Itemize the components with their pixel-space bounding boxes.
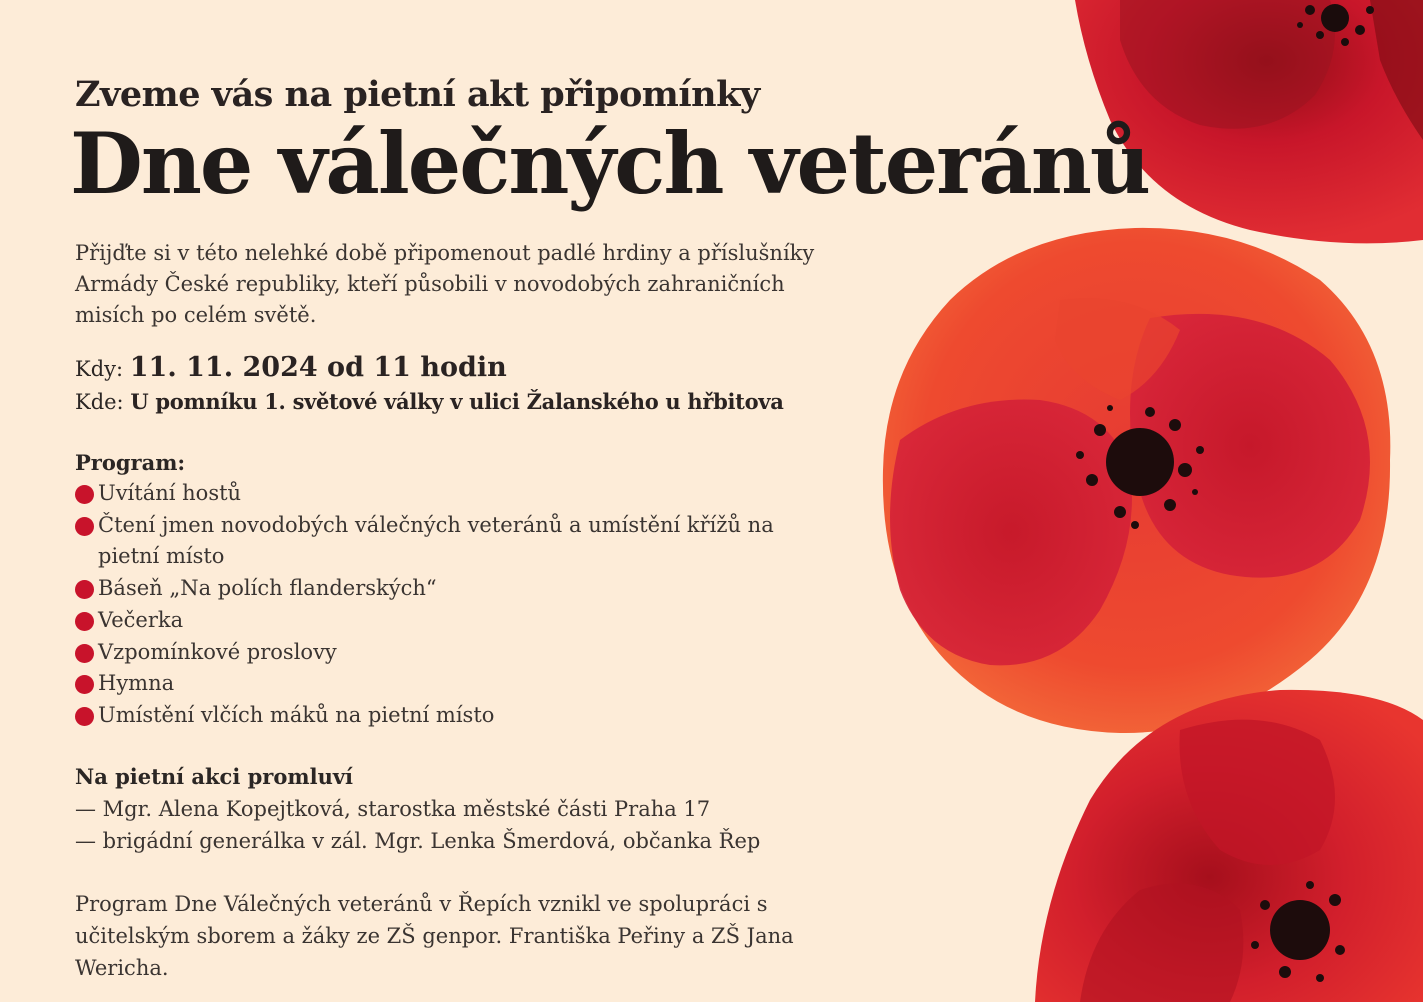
- program-item: [75, 668, 775, 700]
- program-item-text: Uvítání hostů: [98, 481, 242, 505]
- bullet-icon: [75, 644, 94, 663]
- speakers-list: [75, 794, 760, 857]
- program-item-text: Večerka: [98, 607, 184, 632]
- event-when: [75, 352, 507, 383]
- page-title: Dne válečných veteránů: [70, 114, 1150, 213]
- bullet-icon: [75, 675, 94, 694]
- event-where: [75, 389, 784, 414]
- program-item: [75, 478, 775, 510]
- bullet-icon: [75, 612, 94, 631]
- speaker-item: — brigádní generálka v zál. Mgr. Lenka Šmerdová, občanka Řep: [75, 828, 761, 853]
- program-heading: Program:: [75, 450, 186, 475]
- program-item: [75, 700, 775, 732]
- where-label: Kde:: [75, 390, 124, 414]
- poppy-middle: [883, 228, 1390, 733]
- program-item-text: Vzpomínkové proslovy: [98, 639, 337, 664]
- speaker-item: — Mgr. Alena Kopejtková, starostka městské části Praha 17: [75, 797, 711, 821]
- intro-paragraph: Přijďte si v této nelehké době připomenout padlé hrdiny a příslušníky Armády České republiky, kteří působili v novodobých zahraničních misích po celém světě.: [75, 241, 815, 327]
- program-item-text: Hymna: [98, 671, 175, 696]
- program-item: [75, 510, 775, 573]
- program-item-text: Čtení jmen novodobých válečných veteránů a umístění křížů na pietní místo: [98, 512, 774, 569]
- program-item: [75, 637, 775, 669]
- when-label: Kdy:: [75, 357, 124, 381]
- poppy-bottom: [1035, 690, 1423, 1002]
- speakers-heading: Na pietní akci promluví: [75, 764, 354, 789]
- where-value: U pomníku 1. světové války v ulici Žalanského u hřbitova: [130, 389, 784, 414]
- bullet-icon: [75, 517, 94, 536]
- program-item-text: Umístění vlčích máků na pietní místo: [98, 702, 495, 727]
- bullet-icon: [75, 707, 94, 726]
- program-item-text: Báseň „Na polích flanderských“: [98, 576, 437, 601]
- program-list: [75, 478, 775, 732]
- bullet-icon: [75, 580, 94, 599]
- program-item: [75, 573, 775, 605]
- invitation-subtitle: Zveme vás na pietní akt připomínky: [75, 74, 760, 115]
- bullet-icon: [75, 485, 94, 504]
- program-item: [75, 605, 775, 637]
- footer-note: Program Dne Válečných veteránů v Řepích vznikl ve spolupráci s učitelským sborem a žáky ze ZŠ genpor. Františka Peřiny a ZŠ Jana Wericha.: [75, 892, 794, 980]
- when-value: 11. 11. 2024 od 11 hodin: [129, 352, 507, 383]
